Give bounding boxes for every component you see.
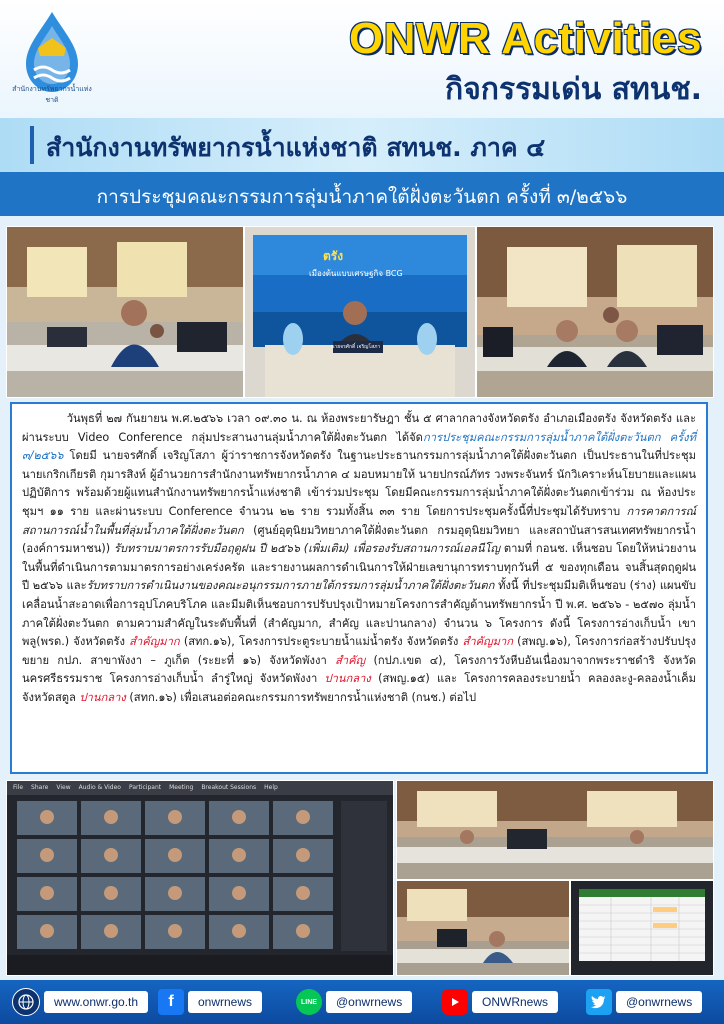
- youtube-label: ONWRnews: [472, 991, 558, 1013]
- region-band: [0, 118, 724, 172]
- photo-spreadsheet-screen: [570, 880, 714, 976]
- region-title: สำนักงานทรัพยากรน้ำแห่งชาติ สทนช. ภาค ๔: [46, 133, 546, 162]
- nameplate: นายจรศักดิ์ เจริญโสภา: [331, 344, 381, 350]
- page-header: [0, 0, 724, 118]
- photo-bottom-right-top: [396, 780, 714, 880]
- facebook-label: onwrnews: [188, 991, 262, 1013]
- video-conference-screen: [6, 780, 394, 976]
- facebook-icon: f: [158, 989, 184, 1015]
- footer-twitter[interactable]: [586, 989, 702, 1015]
- twitter-icon: [586, 989, 612, 1015]
- logo-caption: สำนักงานทรัพยากรน้ำแห่งชาติ: [12, 85, 92, 104]
- photo-bottom-middle: [396, 880, 570, 976]
- meeting-subtitle: การประชุมคณะกรรมการลุ่มน้ำภาคใต้ฝั่งตะวันตก ครั้งที่ ๓/๒๕๖๖: [96, 186, 628, 208]
- youtube-icon: [442, 989, 468, 1015]
- article-paragraph: วันพุธที่ ๒๗ กันยายน พ.ศ.๒๕๖๖ เวลา ๐๙.๓๐ น. ณ ห้องพระยารัษฎา ชั้น ๕ ศาลากลางจังหวัดตรัง อำเภอเมืองตรัง จังหวัดตรัง และผ่านระบบ Video Conference กลุ่มประสานงานลุ่มน้ำภาคใต้ฝั่งตะวันตก ได้จัดการประชุมคณะกรรมการลุ่มน้ำภาคใต้ฝั่งตะวันตก ครั้งที่ ๓/๒๕๖๖ โดยมี นายจรศักดิ์ เจริญโสภา ผู้ว่าราชการจังหวัดตรัง ในฐานะประธานกรรมการลุ่มน้ำภาคใต้ฝั่งตะวันตก เป็นประธานในที่ประชุม นายเกริกเกียรติ กุมารสิงห์ ผู้อำนวยการสำนักงานทรัพยากรน้ำภาค ๔ มอบหมายให้ นายปกรณ์ภัทร วงพระจันทร์ นักวิเคราะห์นโยบายและแผนปฏิบัติการ พร้อมด้วยผู้แทนสำนักงานทรัพยากรน้ำแห่งชาติ เข้าร่วมประชุม โดยมีคณะกรรมการลุ่มน้ำภาคใต้ฝั่งตะวันตกเข้าร่วม ณ ห้องประชุมฯ ๑๑ ราย และผ่านระบบ Conference จำนวน ๒๒ ราย รวมทั้งสิ้น ๓๓ ราย โดยการประชุมครั้งนี้ที่ประชุมได้รับทราบ การคาดการณ์สถานการณ์น้ำในพื้นที่ลุ่มน้ำภาคใต้ฝั่งตะวันตก (ศูนย์อุตุนิยมวิทยาภาคใต้ฝั่งตะวันตก กรมอุตุนิยมวิทยา และสถาบันสารสนเทศทรัพยากรน้ำ (องค์การมหาชน)) รับทราบมาตรการรับมือฤดูฝน ปี ๒๕๖๖ (เพิ่มเติม) เพื่อรองรับสถานการณ์เอลนีโญ ตามที่ กอนช. เห็นชอบ โดยให้หน่วยงานในพื้นที่ดำเนินการตามมาตรการอย่างเคร่งครัด และรายงานผลการดำเนินการให้ฝ่ายเลขานุการทราบทุกวันที่ ๕ ของทุกเดือน จนสิ้นสุดฤดูฝน ปี ๒๕๖๖ และรับทราบการดำเนินงานของคณะอนุกรรมการภายใต้กรรมการลุ่มน้ำภาคใต้ฝั่งตะวันตก ทั้งนี้ ที่ประชุมมีมติเห็นชอบ (ร่าง) แผนขับเคลื่อนน้ำสะอาดเพื่อการอุปโภคบริโภค และมีมติเห็นชอบการปรับปรุงเป้าหมายโครงการสำคัญด้านทรัพยากรน้ำ ปี พ.ศ. ๒๕๖๖ - ๒๕๗๐ ลุ่มน้ำภาคใต้ฝั่งตะวันตก ตามความสำคัญในระดับพื้นที่ (สำคัญมาก, สำคัญ และปานกลาง) จำนวน ๖ โครงการ ดังนี้ โครงการอ่างเก็บน้ำ เขาพลู(พรด.) จังหวัดตรัง สำคัญมาก (สทก.๑๖), โครงการประตูระบายน้ำแม่น้ำตรัง จังหวัดตรัง สำคัญมาก (สพญ.๑๖), โครงการก่อสร้างปรับปรุงขยาย กปภ. สาขาพังงา – ภูเก็ต (ระยะที่ ๑๖) จังหวัดพังงา สำคัญ (กปภ.เขต ๔), โครงการวังหีบอันเนื่องมาจากพระราชดำริ จังหวัดนครศรีธรรมราช โครงการอ่างเก็บน้ำ ลำรู่ใหญ่ จังหวัดพังงา ปานกลาง (สพญ.๑๕) และ โครงการคลองระบายน้ำ คลองละงู-คลองน้ำเค็ม จังหวัดสตูล ปานกลาง (สทก.๑๖) เพื่อเสนอต่อคณะกรรมการทรัพยากรน้ำแห่งชาติ (กนช.) ต่อไป: [22, 412, 696, 704]
- video-menu-bar: File Share View Audio & Video Participant Meeting Breakout Sessions Help: [7, 781, 394, 795]
- banner-title: ตรัง: [323, 249, 344, 263]
- footer-website[interactable]: [12, 989, 148, 1015]
- globe-icon: [12, 988, 40, 1016]
- subtitle-band: [0, 172, 724, 216]
- footer-facebook[interactable]: [158, 989, 262, 1015]
- photo-right: [476, 226, 714, 398]
- banner-subtitle: เมืองต้นแบบเศรษฐกิจ BCG: [309, 269, 403, 278]
- website-label: www.onwr.go.th: [44, 991, 148, 1013]
- twitter-label: @onwrnews: [616, 991, 702, 1013]
- footer-youtube[interactable]: [442, 989, 558, 1015]
- footer-line[interactable]: [296, 989, 412, 1015]
- title-en: ONWR Activities: [348, 14, 702, 63]
- accent-bar: [30, 126, 34, 164]
- photo-left: [6, 226, 244, 398]
- title-th: กิจกรรมเด่น สทนช.: [445, 72, 702, 107]
- line-label: @onwrnews: [326, 991, 412, 1013]
- line-icon: LINE: [296, 989, 322, 1015]
- footer-bar: [0, 980, 724, 1024]
- article-body: [10, 402, 708, 774]
- photo-center: [244, 226, 476, 398]
